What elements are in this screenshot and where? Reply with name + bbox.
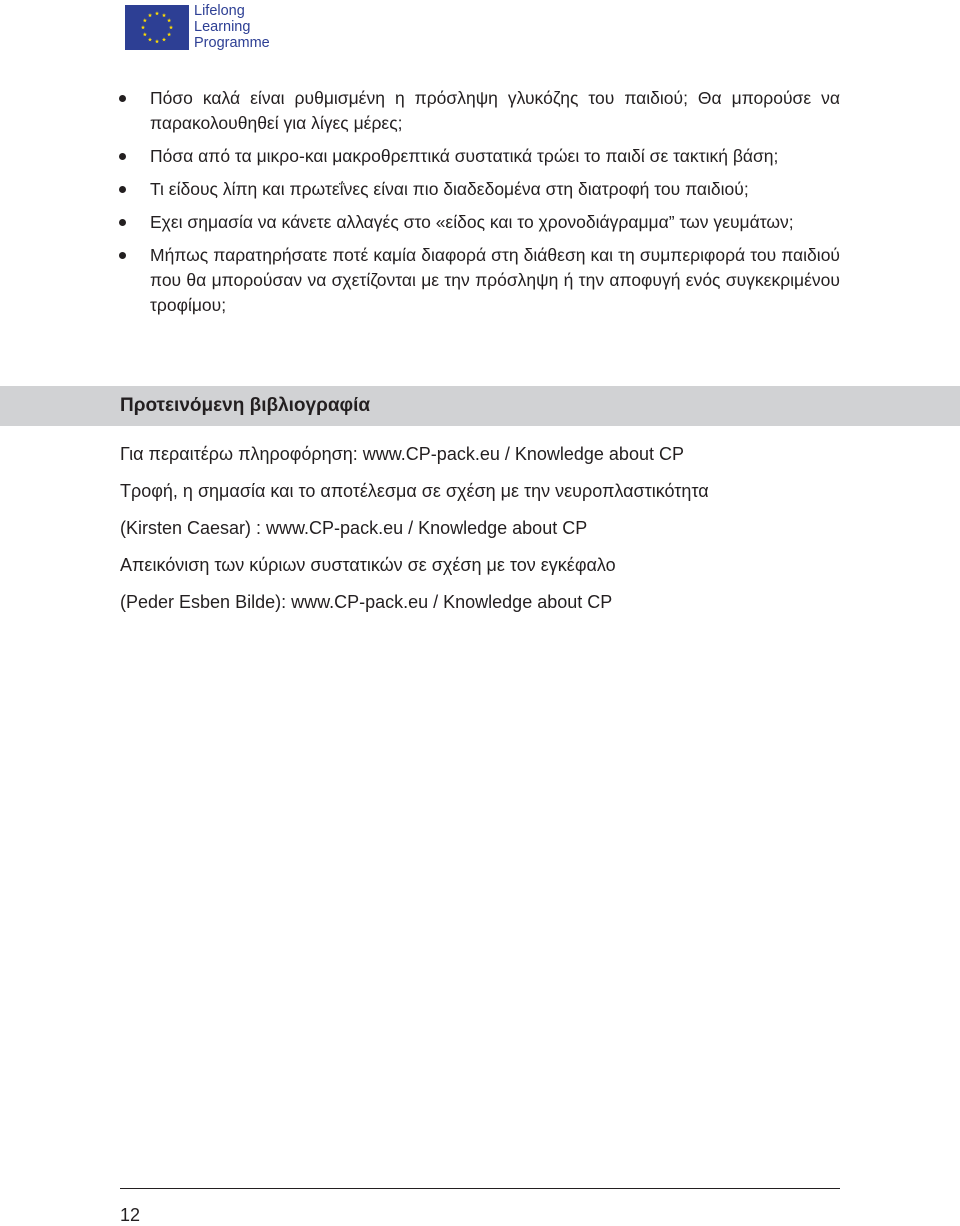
bibliography-entry: (Peder Esben Bilde): www.CP-pack.eu / Knowledge about CP — [120, 592, 613, 612]
bibliography — [120, 441, 840, 626]
list-item — [118, 177, 840, 202]
question-list — [118, 86, 840, 326]
bullet-icon — [119, 186, 126, 193]
bibliography-entry: Απεικόνιση των κύριων συστατικών σε σχέση με τον εγκέφαλο — [120, 555, 616, 575]
bibliography-entry: Για περαιτέρω πληροφόρηση: www.CP-pack.eu / Knowledge about CP — [120, 444, 684, 464]
lifelong-learning-logo — [125, 3, 270, 51]
section-header-band — [0, 386, 960, 426]
question-text: Τι είδους λίπη και πρωτεΐνες είναι πιο διαδεδομένα στη διατροφή του παιδιού; — [150, 179, 749, 199]
list-item — [118, 86, 840, 136]
bullet-icon — [119, 95, 126, 102]
question-text: Εχει σημασία να κάνετε αλλαγές στο «είδος και το χρονοδιάγραμμα” των γευμάτων; — [150, 212, 794, 232]
bullet-icon — [119, 252, 126, 259]
bullet-icon — [119, 153, 126, 160]
question-text: Πόσα από τα μικρο-και μακροθρεπτικά συστατικά τρώει το παιδί σε τακτική βάση; — [150, 146, 779, 166]
bibliography-entry: Τροφή, η σημασία και το αποτέλεσμα σε σχέση με την νευροπλαστικότητα — [120, 481, 709, 501]
list-item — [118, 210, 840, 235]
logo-line-2: Learning — [194, 19, 251, 35]
logo-line-1: Lifelong — [194, 3, 245, 19]
bullet-icon — [119, 219, 126, 226]
footer-divider — [120, 1188, 840, 1189]
question-text: Πόσο καλά είναι ρυθμισμένη η πρόσληψη γλυκόζης του παιδιού; Θα μπορούσε να παρακολουθηθεί για λίγες μέρες; — [150, 88, 840, 133]
logo-line-3: Programme — [194, 35, 270, 51]
section-title: Προτεινόμενη βιβλιογραφία — [120, 395, 371, 416]
logo-wordmark — [194, 3, 270, 51]
question-text: Μήπως παρατηρήσατε ποτέ καμία διαφορά στη διάθεση και τη συμπεριφορά του παιδιού που θα μπορούσαν να σχετίζονται με την πρόσληψη ή την αποφυγή ενός συγκεκριμένου τροφίμου; — [150, 245, 840, 315]
list-item — [118, 144, 840, 169]
list-item — [118, 243, 840, 318]
eu-flag-icon — [125, 5, 189, 50]
bibliography-entry: (Kirsten Caesar) : www.CP-pack.eu / Knowledge about CP — [120, 518, 588, 538]
page-number: 12 — [120, 1205, 141, 1225]
